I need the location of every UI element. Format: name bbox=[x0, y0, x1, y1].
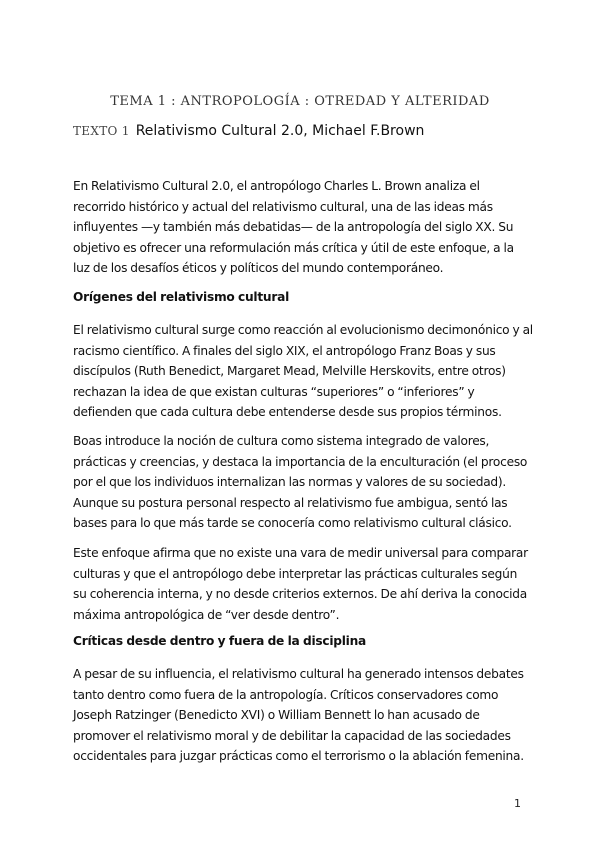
text-title: Relativismo Cultural 2.0, Michael F.Brown bbox=[135, 123, 425, 139]
section-heading-critiques: Críticas desde dentro y fuera de la disciplina bbox=[73, 634, 367, 648]
origins-paragraph-3: Este enfoque afirma que no existe una vara de medir universal para comparar culturas y que el antropólogo debe interpretar las prácticas culturales según su coherencia interna, y no desde criterios externos. De ahí deriva la conocida máxima antropológica de “ver desde dentro”. bbox=[73, 546, 528, 622]
page-number: 1 bbox=[514, 797, 521, 810]
critiques-paragraph-1: A pesar de su influencia, el relativismo cultural ha generado intensos debates tanto dentro como fuera de la antropología. Críticos conservadores como Joseph Ratzinger (Benedicto XVI) o William Bennett lo han acusado de promover el relativismo moral y de debilitar la capacidad de las sociedades occidentales para juzgar prácticas como el terrorismo o la ablación femenina. bbox=[73, 667, 524, 763]
page-title: TEMA 1 : ANTROPOLOGÍA : OTREDAD Y ALTERIDAD bbox=[110, 94, 490, 109]
text-subtitle bbox=[73, 123, 424, 139]
intro-paragraph: En Relativismo Cultural 2.0, el antropólogo Charles L. Brown analiza el recorrido histórico y actual del relativismo cultural, una de las ideas más influyentes —y también más debatidas— de la antropología del siglo XX. Su objetivo es ofrecer una reformulación más crítica y útil de este enfoque, a la luz de los desafíos éticos y políticos del mundo contemporáneo. bbox=[73, 179, 514, 275]
origins-paragraph-1: El relativismo cultural surge como reacción al evolucionismo decimonónico y al racismo científico. A finales del siglo XIX, el antropólogo Franz Boas y sus discípulos (Ruth Benedict, Margaret Mead, Melville Herskovits, entre otros) rechazan la idea de que existan culturas “superiores” o “inferiores” y defienden que cada cultura debe entenderse desde sus propios términos. bbox=[73, 323, 533, 419]
origins-paragraph-2: Boas introduce la noción de cultura como sistema integrado de valores, prácticas y creencias, y destaca la importancia de la enculturación (el proceso por el que los individuos internalizan las normas y valores de su sociedad). Aunque su postura personal respecto al relativismo fue ambigua, sentó las bases para lo que más tarde se conocería como relativismo cultural clásico. bbox=[73, 434, 528, 530]
section-heading-origins: Orígenes del relativismo cultural bbox=[73, 290, 290, 304]
text-number-label: TEXTO 1 bbox=[73, 124, 130, 138]
